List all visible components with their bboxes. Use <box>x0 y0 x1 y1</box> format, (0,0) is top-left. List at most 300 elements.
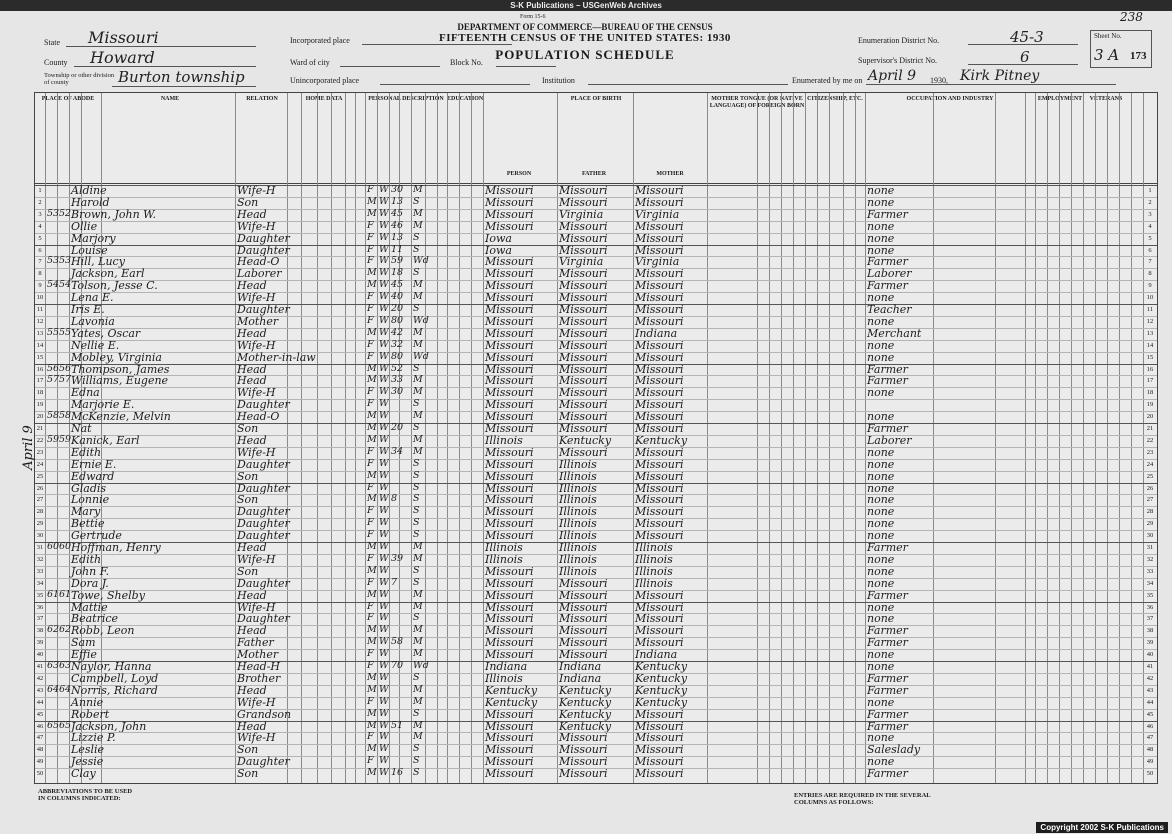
cell-father: Kentucky <box>559 683 612 697</box>
row-number: 1 <box>38 187 42 194</box>
cell-mother: Missouri <box>635 755 684 769</box>
row-number: 26 <box>1146 484 1154 492</box>
cell-name: John F. <box>71 564 110 578</box>
cell-ms: M <box>413 386 423 398</box>
row-number: 50 <box>1146 770 1154 778</box>
row-number: 14 <box>1146 341 1154 349</box>
cell-age: 80 <box>391 350 404 362</box>
cell-occ: Farmer <box>867 255 908 269</box>
cell-birth: Missouri <box>485 267 534 281</box>
cell-birth: Missouri <box>485 350 534 364</box>
cell-mother: Missouri <box>635 279 684 293</box>
cell-occ: none <box>867 184 895 197</box>
row-number: 36 <box>36 603 44 611</box>
cell-father: Indiana <box>559 660 602 673</box>
cell-birth: Illinois <box>485 433 523 447</box>
cell-mother: Missouri <box>635 707 684 721</box>
cell-rel: Son <box>237 195 259 209</box>
row-number: 20 <box>36 413 44 421</box>
cell-rel: Head <box>237 433 267 447</box>
cell-occ: none <box>867 564 895 578</box>
cell-ms: M <box>413 338 423 350</box>
cell-mother: Missouri <box>635 374 684 388</box>
cell-birth: Missouri <box>485 517 534 531</box>
cell-rel: Grandson <box>237 707 292 721</box>
cell-name: Thompson, James <box>71 362 170 376</box>
cell-age: 45 <box>391 279 404 291</box>
cell-father: Missouri <box>559 767 608 781</box>
cell-dw: 57 <box>47 374 60 386</box>
cell-race: W <box>379 576 389 588</box>
header-personal-description: PERSONAL DESCRIPTION <box>368 96 444 102</box>
cell-race: W <box>379 767 389 779</box>
cell-rel: Wife-H <box>237 219 276 233</box>
row-number: 44 <box>1146 698 1154 706</box>
cell-name: Hoffman, Henry <box>71 541 161 554</box>
cell-name: Towe, Shelby <box>71 588 145 602</box>
cell-name: Williams, Eugene <box>71 374 169 388</box>
cell-race: W <box>379 374 389 386</box>
sheet-label: Sheet No. <box>1094 32 1122 40</box>
cell-father: Missouri <box>559 588 608 602</box>
cell-name: Iris E. <box>71 303 105 316</box>
cell-sex: M <box>367 493 377 505</box>
cell-rel: Daughter <box>237 529 290 543</box>
sheet-value: 3 A <box>1094 46 1120 64</box>
cell-rel: Son <box>237 469 259 483</box>
cell-occ: none <box>867 552 895 566</box>
row-number: 39 <box>36 639 44 647</box>
row-number: 17 <box>1146 377 1154 385</box>
cell-dw: 55 <box>47 326 60 338</box>
header-occupation: OCCUPATION AND INDUSTRY <box>906 96 994 102</box>
cell-race: W <box>379 588 389 600</box>
cell-race: W <box>379 505 389 517</box>
row-number: 17 <box>36 377 44 385</box>
cell-age: 30 <box>391 184 404 195</box>
row-number: 10 <box>1146 294 1154 302</box>
cell-race: W <box>379 386 389 398</box>
cell-rel: Son <box>237 767 259 781</box>
county-value: Howard <box>90 48 155 67</box>
row-number: 6 <box>38 246 42 254</box>
cell-occ: none <box>867 493 895 507</box>
cell-name: Kanick, Earl <box>71 433 140 447</box>
cell-ms: S <box>413 743 420 755</box>
cell-dw: 56 <box>47 362 60 374</box>
cell-father: Illinois <box>559 457 597 471</box>
cell-rel: Head <box>237 326 267 340</box>
cell-rel: Laborer <box>237 267 282 281</box>
cell-sex: M <box>367 362 377 374</box>
cell-rel: Wife-H <box>237 338 276 352</box>
cell-father: Illinois <box>559 517 597 531</box>
row-number: 11 <box>36 306 44 313</box>
cell-age: 51 <box>391 719 404 731</box>
cell-rel: Head <box>237 207 267 221</box>
cell-birth: Missouri <box>485 612 534 626</box>
cell-mother: Missouri <box>635 195 684 209</box>
cell-ms: M <box>413 291 423 303</box>
cell-mother: Missouri <box>635 493 684 507</box>
cell-mother: Missouri <box>635 481 684 495</box>
row-number: 22 <box>36 436 44 444</box>
cell-ms: M <box>413 410 423 422</box>
cell-ms: S <box>413 493 420 505</box>
cell-ms: M <box>413 374 423 386</box>
cell-rel: Wife-H <box>237 184 276 197</box>
cell-occ: none <box>867 195 895 209</box>
cell-race: W <box>379 338 389 350</box>
cell-rel: Wife-H <box>237 291 276 305</box>
cell-birth: Missouri <box>485 398 534 412</box>
cell-dw: 58 <box>47 410 60 422</box>
cell-mother: Missouri <box>635 410 684 424</box>
cell-occ: none <box>867 350 895 364</box>
cell-birth: Indiana <box>485 660 528 673</box>
cell-ms: M <box>413 600 423 612</box>
cell-name: Ernie E. <box>71 457 117 471</box>
cell-father: Kentucky <box>559 695 612 709</box>
cell-rel: Daughter <box>237 481 290 495</box>
cell-birth: Missouri <box>485 291 534 305</box>
cell-father: Virginia <box>559 207 604 221</box>
cell-ms: S <box>413 671 420 683</box>
row-number: 27 <box>1146 496 1154 504</box>
cell-mother: Missouri <box>635 767 684 781</box>
cell-rel: Daughter <box>237 457 290 471</box>
cell-mother: Missouri <box>635 422 684 435</box>
cell-occ: Farmer <box>867 671 908 685</box>
cell-mother: Indiana <box>635 648 678 662</box>
cell-name: Annie <box>71 695 104 709</box>
cell-father: Missouri <box>559 350 608 364</box>
cell-occ: none <box>867 314 895 328</box>
cell-sex: M <box>367 743 377 755</box>
cell-dw: 63 <box>47 660 60 671</box>
cell-ms: S <box>413 707 420 719</box>
cell-father: Illinois <box>559 481 597 495</box>
cell-name: Edna <box>71 386 100 400</box>
cell-rel: Mother <box>237 314 279 328</box>
form-number: Form 15-6 <box>520 14 546 20</box>
cell-race: W <box>379 362 389 374</box>
row-number: 21 <box>1146 425 1154 432</box>
township-label: Township or other division of county <box>44 72 115 86</box>
cell-father: Missouri <box>559 624 608 638</box>
cell-rel: Son <box>237 564 259 578</box>
cell-mother: Missouri <box>635 267 684 281</box>
cell-ms: S <box>413 576 420 588</box>
cell-ms: Wd <box>413 350 429 362</box>
cell-age: 59 <box>391 255 404 267</box>
header-father: FATHER <box>581 171 607 177</box>
cell-occ: none <box>867 529 895 543</box>
cell-father: Missouri <box>559 398 608 412</box>
cell-sex: F <box>367 695 374 707</box>
cell-race: W <box>379 195 389 207</box>
cell-dw: 62 <box>47 624 60 636</box>
abbreviations-panel <box>34 786 1156 826</box>
cell-mother: Virginia <box>635 207 680 221</box>
row-number: 41 <box>36 663 44 670</box>
cell-race: W <box>379 695 389 707</box>
cell-name: Louise <box>71 243 108 257</box>
cell-ms: S <box>413 303 420 314</box>
cell-fam: 56 <box>59 362 72 374</box>
margin-note: April 9 <box>20 425 36 470</box>
cell-race: W <box>379 636 389 648</box>
cell-father: Missouri <box>559 195 608 209</box>
cell-birth: Illinois <box>485 541 523 554</box>
cell-birth: Missouri <box>485 338 534 352</box>
cell-name: Sam <box>71 636 96 650</box>
cell-race: W <box>379 707 389 719</box>
cell-race: W <box>379 624 389 636</box>
row-number: 29 <box>36 520 44 528</box>
cell-birth: Missouri <box>485 624 534 638</box>
cell-mother: Missouri <box>635 184 684 197</box>
cell-name: Mary <box>71 505 101 519</box>
row-number: 39 <box>1146 639 1154 647</box>
cell-birth: Missouri <box>485 505 534 519</box>
cell-ms: Wd <box>413 314 429 326</box>
cell-father: Illinois <box>559 505 597 519</box>
row-number: 48 <box>36 746 44 754</box>
incorporated-label: Incorporated place <box>290 36 350 45</box>
cell-ms: S <box>413 767 420 779</box>
cell-sex: F <box>367 291 374 303</box>
cell-rel: Daughter <box>237 398 290 412</box>
cell-occ: Farmer <box>867 767 908 781</box>
cell-name: Edward <box>71 469 115 483</box>
cell-name: Aldine <box>71 184 107 197</box>
row-number: 2 <box>1148 198 1152 206</box>
cell-race: W <box>379 398 389 410</box>
cell-mother: Illinois <box>635 576 673 590</box>
cell-birth: Missouri <box>485 648 534 662</box>
cell-name: Nellie E. <box>71 338 120 352</box>
cell-fam: 62 <box>59 624 72 636</box>
row-number: 38 <box>1146 627 1154 635</box>
row-number: 30 <box>36 532 44 540</box>
row-number: 8 <box>38 270 42 278</box>
cell-occ: none <box>867 576 895 590</box>
row-number: 20 <box>1146 413 1154 421</box>
cell-name: Brown, John W. <box>71 207 157 221</box>
cell-sex: F <box>367 255 374 267</box>
cell-race: W <box>379 255 389 267</box>
cell-race: W <box>379 683 389 695</box>
cell-birth: Missouri <box>485 195 534 209</box>
cell-name: Norris, Richard <box>71 683 158 697</box>
cell-birth: Illinois <box>485 671 523 685</box>
cell-race: W <box>379 433 389 445</box>
cell-father: Missouri <box>559 314 608 328</box>
cell-age: 13 <box>391 231 404 243</box>
cell-sex: M <box>367 207 377 219</box>
cell-birth: Missouri <box>485 279 534 293</box>
row-number: 34 <box>36 579 44 587</box>
cell-occ: none <box>867 469 895 483</box>
cell-father: Missouri <box>559 303 608 316</box>
cell-ms: M <box>413 445 423 457</box>
cell-fam: 54 <box>59 279 72 291</box>
cell-sex: M <box>367 410 377 422</box>
row-number: 46 <box>36 722 44 730</box>
row-number: 19 <box>1146 401 1154 409</box>
cell-age: 46 <box>391 219 404 231</box>
cell-name: Leslie <box>71 743 105 757</box>
cell-sex: F <box>367 517 374 529</box>
cell-ms: M <box>413 326 423 338</box>
row-number: 21 <box>36 425 44 432</box>
cell-race: W <box>379 517 389 529</box>
header-place-of-abode: PLACE OF ABODE <box>41 96 95 102</box>
enumeration-district-value: 45-3 <box>1010 28 1044 46</box>
cell-rel: Daughter <box>237 505 290 519</box>
cell-age: 11 <box>391 243 404 255</box>
cell-occ: none <box>867 219 895 233</box>
cell-rel: Daughter <box>237 755 290 769</box>
cell-mother: Missouri <box>635 303 684 316</box>
cell-father: Missouri <box>559 231 608 245</box>
cell-occ: none <box>867 660 895 673</box>
row-number: 42 <box>36 674 44 682</box>
cell-name: Jackson, John <box>71 719 147 733</box>
header-mother-tongue: MOTHER TONGUE (OR NATIVE LANGUAGE) OF FOREIGN BORN <box>709 96 805 109</box>
cell-mother: Illinois <box>635 541 673 554</box>
cell-race: W <box>379 481 389 493</box>
cell-age: 70 <box>391 660 404 671</box>
cell-age: 16 <box>391 767 404 779</box>
cell-dw: 64 <box>47 683 60 695</box>
row-number: 14 <box>36 341 44 349</box>
cell-ms: M <box>413 588 423 600</box>
cell-mother: Missouri <box>635 636 684 650</box>
row-number: 4 <box>1148 222 1152 230</box>
cell-age: 20 <box>391 303 404 314</box>
cell-occ: none <box>867 600 895 614</box>
cell-race: W <box>379 755 389 767</box>
row-number: 40 <box>1146 651 1154 659</box>
cell-fam: 64 <box>59 683 72 695</box>
cell-rel: Wife-H <box>237 731 276 745</box>
cell-mother: Virginia <box>635 255 680 269</box>
cell-fam: 55 <box>59 326 72 338</box>
cell-occ: none <box>867 338 895 352</box>
cell-father: Missouri <box>559 731 608 745</box>
cell-occ: none <box>867 445 895 459</box>
cell-sex: F <box>367 576 374 588</box>
cell-birth: Missouri <box>485 469 534 483</box>
cell-sex: M <box>367 326 377 338</box>
row-number: 16 <box>36 365 44 373</box>
abbreviations-title: ABBREVIATIONS TO BE USED IN COLUMNS INDICATED: <box>38 788 133 802</box>
cell-name: Harold <box>71 195 110 209</box>
cell-race: W <box>379 743 389 755</box>
cell-birth: Missouri <box>485 219 534 233</box>
cell-occ: Laborer <box>867 267 912 281</box>
cell-mother: Missouri <box>635 588 684 602</box>
cell-father: Illinois <box>559 541 597 554</box>
cell-dw: 60 <box>47 541 60 552</box>
row-number: 35 <box>36 591 44 599</box>
cell-rel: Daughter <box>237 303 290 316</box>
cell-occ: Farmer <box>867 541 908 554</box>
row-number: 12 <box>36 317 44 325</box>
cell-ms: M <box>413 541 423 552</box>
row-number: 41 <box>1146 663 1154 670</box>
row-number: 46 <box>1146 722 1154 730</box>
cell-name: Lonnie <box>71 493 110 507</box>
cell-sex: M <box>367 374 377 386</box>
header-education: EDUCATION <box>447 96 484 102</box>
cell-sex: F <box>367 552 374 564</box>
ward-label: Ward of city <box>290 58 330 67</box>
cell-birth: Missouri <box>485 731 534 745</box>
cell-birth: Missouri <box>485 314 534 328</box>
cell-age: 80 <box>391 314 404 326</box>
cell-name: Naylor, Hanna <box>71 660 152 673</box>
cell-birth: Missouri <box>485 326 534 340</box>
row-number: 2 <box>38 198 42 206</box>
row-number: 33 <box>1146 567 1154 575</box>
cell-father: Missouri <box>559 648 608 662</box>
cell-occ: none <box>867 481 895 495</box>
cell-occ: none <box>867 505 895 519</box>
cell-name: McKenzie, Melvin <box>71 410 171 424</box>
cell-birth: Missouri <box>485 755 534 769</box>
row-number: 43 <box>36 686 44 694</box>
row-number: 45 <box>1146 710 1154 718</box>
cell-ms: S <box>413 362 420 374</box>
cell-rel: Mother-in-law <box>237 350 316 364</box>
row-number: 12 <box>1146 317 1154 325</box>
cell-name: Nat <box>71 422 92 435</box>
cell-fam: 61 <box>59 588 72 600</box>
cell-occ: Farmer <box>867 207 908 221</box>
cell-ms: S <box>413 755 420 767</box>
cell-name: Edith <box>71 552 102 566</box>
cell-rel: Son <box>237 422 259 435</box>
row-number: 30 <box>1146 532 1154 540</box>
cell-rel: Son <box>237 493 259 507</box>
header-name: NAME <box>160 96 180 102</box>
county-label: County <box>44 58 68 67</box>
cell-sex: F <box>367 219 374 231</box>
cell-race: W <box>379 600 389 612</box>
cell-name: Lizzie P. <box>71 731 116 745</box>
cell-ms: Wd <box>413 255 429 267</box>
cell-rel: Son <box>237 743 259 757</box>
cell-occ: Farmer <box>867 588 908 602</box>
cell-occ: none <box>867 612 895 626</box>
cell-birth: Missouri <box>485 636 534 650</box>
row-number: 47 <box>1146 734 1154 742</box>
cell-sex: F <box>367 481 374 493</box>
row-number: 13 <box>1146 329 1154 337</box>
cell-race: W <box>379 291 389 303</box>
cell-ms: S <box>413 517 420 529</box>
cell-mother: Missouri <box>635 624 684 638</box>
cell-rel: Head <box>237 279 267 293</box>
cell-rel: Daughter <box>237 612 290 626</box>
cell-name: Jackson, Earl <box>71 267 145 281</box>
cell-occ: Farmer <box>867 279 908 293</box>
cell-rel: Father <box>237 636 274 650</box>
cell-ms: S <box>413 398 420 410</box>
